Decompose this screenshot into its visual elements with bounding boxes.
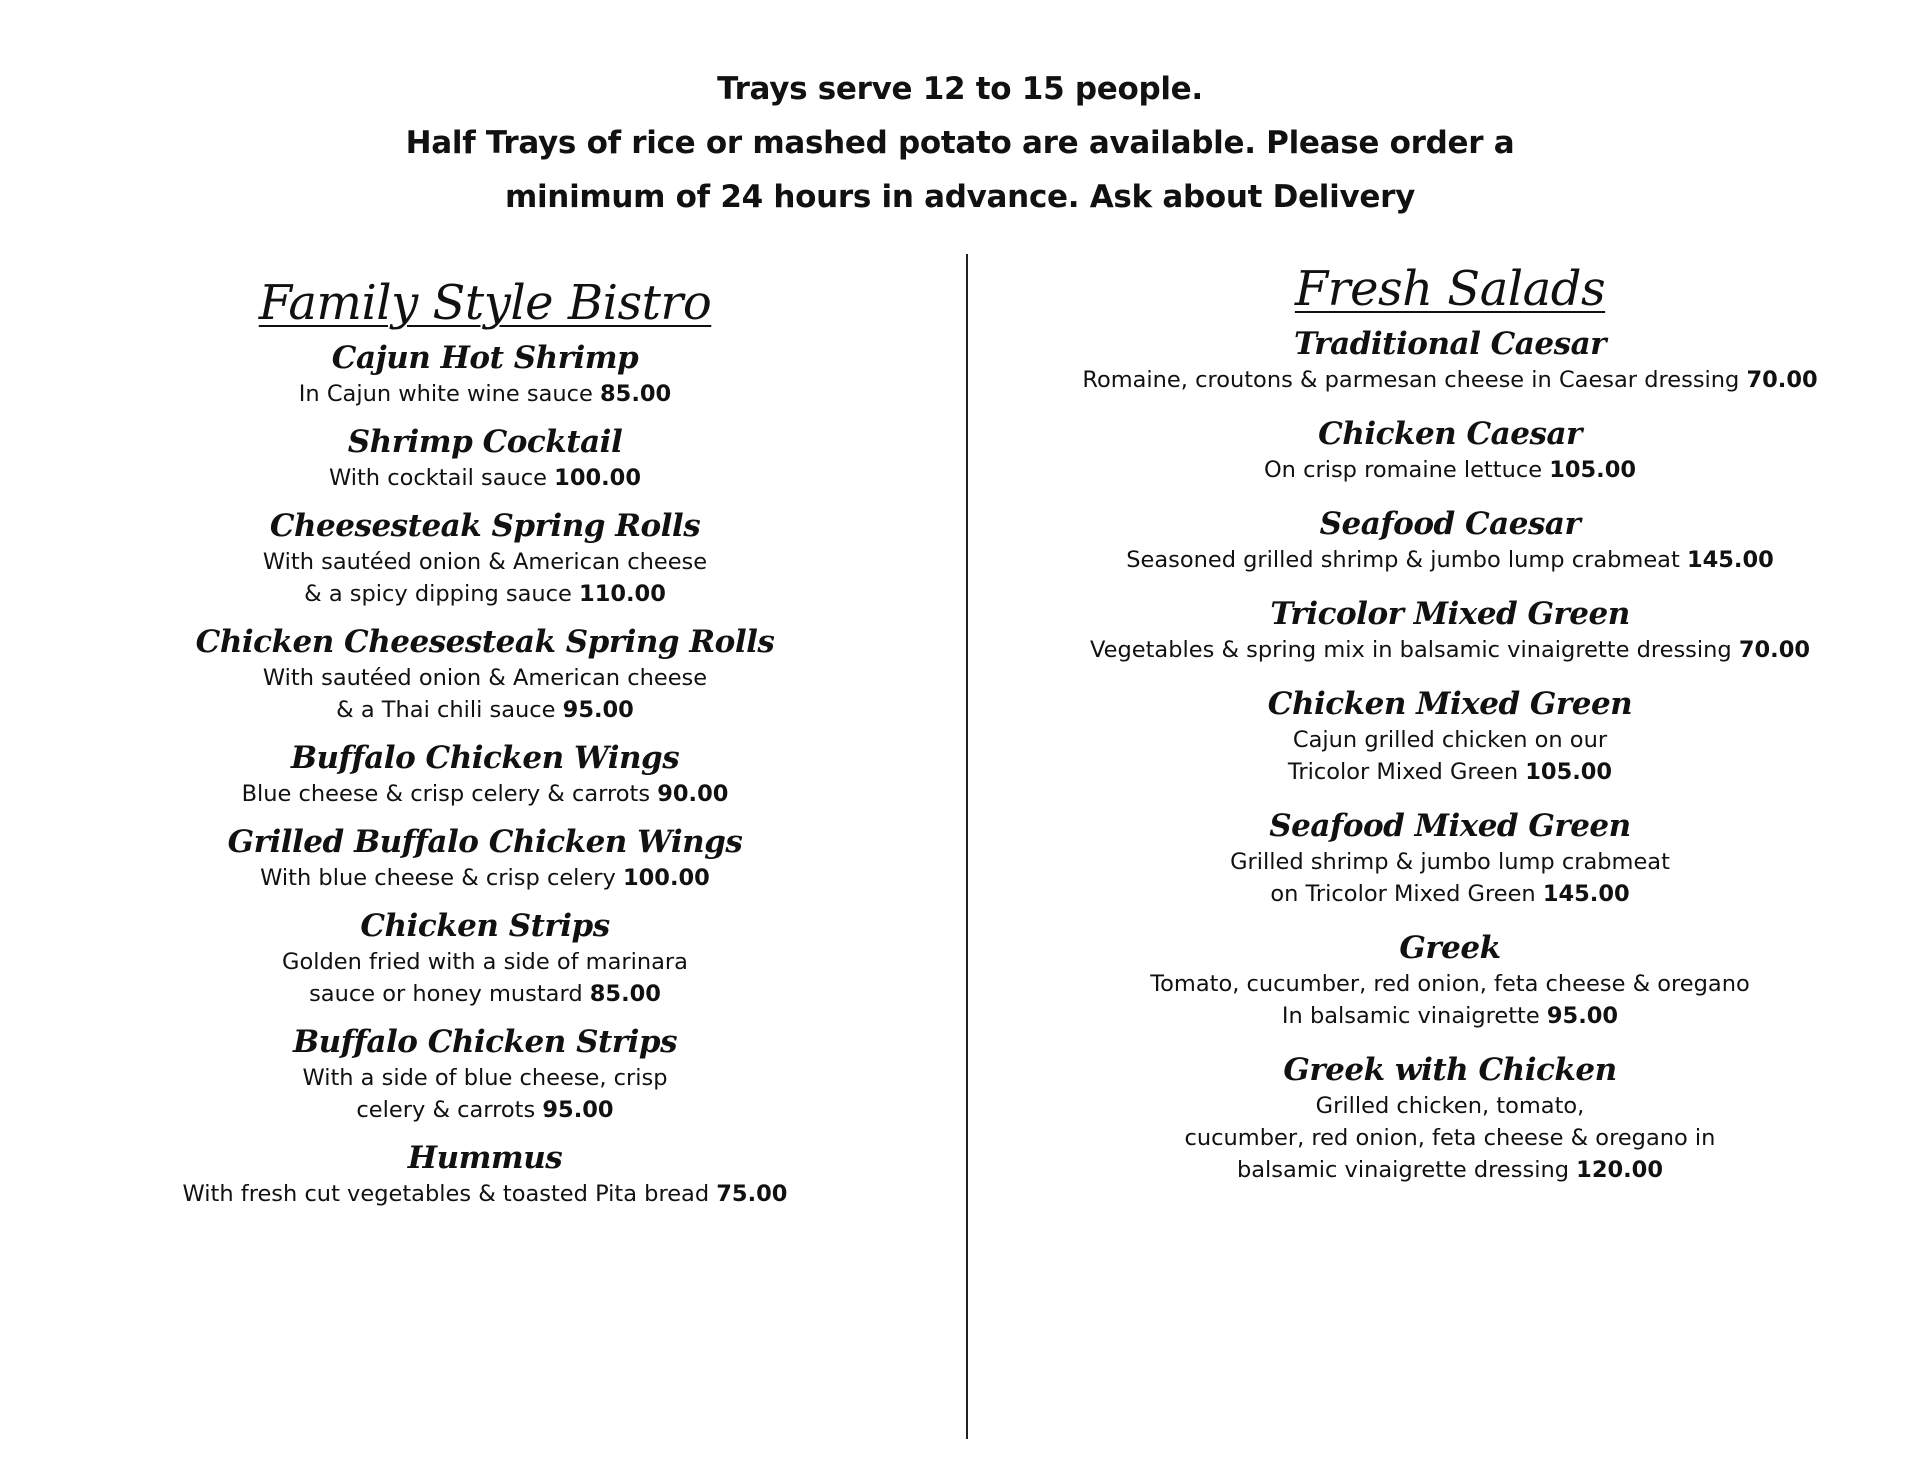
menu-item-name: Chicken Caesar	[1318, 416, 1582, 452]
menu-item-description	[1030, 1154, 1870, 1186]
menu-item-name: Cajun Hot Shrimp	[331, 340, 639, 376]
menu-item	[1030, 414, 1870, 486]
description-text: In balsamic vinaigrette	[1281, 1003, 1547, 1029]
menu-item-description	[80, 946, 890, 978]
column-divider	[966, 254, 968, 1439]
section-title: Fresh Salads	[1294, 261, 1606, 317]
menu-item-price: 70.00	[1746, 367, 1818, 393]
description-text: Tomato, cucumber, red onion, feta cheese & oregano	[1150, 971, 1750, 997]
menu-item-price: 95.00	[1546, 1003, 1619, 1029]
menu-item	[1030, 594, 1870, 666]
menu-item	[80, 1022, 890, 1126]
description-text: Romaine, croutons & parmesan cheese in Caesar dressing	[1082, 367, 1747, 393]
fresh-salads-section	[1030, 258, 1870, 1204]
menu-item	[80, 338, 890, 410]
description-text: Grilled shrimp & jumbo lump crabmeat	[1230, 849, 1670, 875]
description-text: celery & carrots	[356, 1097, 543, 1123]
menu-item	[1030, 1050, 1870, 1186]
menu-item-price: 95.00	[562, 697, 634, 723]
menu-item-price: 105.00	[1525, 759, 1613, 785]
menu-item-description	[1030, 878, 1870, 910]
description-text: & a Thai chili sauce	[336, 697, 563, 723]
menu-item-price: 100.00	[554, 465, 641, 491]
menu-items	[1030, 324, 1870, 1186]
menu-item-name: Hummus	[407, 1140, 563, 1176]
section-title: Family Style Bistro	[258, 275, 712, 331]
description-text: With sautéed onion & American cheese	[262, 549, 708, 575]
menu-item	[80, 738, 890, 810]
description-text: Golden fried with a side of marinara	[282, 949, 688, 975]
menu-item-name: Cheesesteak Spring Rolls	[269, 508, 701, 544]
menu-item-description	[80, 1094, 890, 1126]
menu-item-description	[1030, 846, 1870, 878]
menu-item-name: Tricolor Mixed Green	[1270, 596, 1630, 632]
description-text: In Cajun white wine sauce	[298, 381, 601, 407]
menu-item-name: Buffalo Chicken Wings	[290, 740, 680, 776]
menu-item-description	[1030, 454, 1870, 486]
menu-item-description	[80, 694, 890, 726]
menu-item-price: 75.00	[716, 1181, 788, 1207]
menu-item-price: 120.00	[1576, 1157, 1663, 1183]
description-text: on Tricolor Mixed Green	[1270, 881, 1543, 907]
menu-item	[1030, 504, 1870, 576]
menu-item-price: 145.00	[1686, 547, 1774, 573]
menu-item-description	[1030, 1090, 1870, 1122]
menu-item-price: 105.00	[1549, 457, 1637, 483]
description-text: Tricolor Mixed Green	[1287, 759, 1526, 785]
menu-item-description	[80, 378, 890, 410]
menu-item-description	[1030, 756, 1870, 788]
menu-item-price: 145.00	[1542, 881, 1630, 907]
menu-item-description	[80, 462, 890, 494]
description-text: balsamic vinaigrette dressing	[1236, 1157, 1577, 1183]
menu-item-description	[80, 1062, 890, 1094]
description-text: Blue cheese & crisp celery & carrots	[241, 781, 658, 807]
menu-item	[80, 622, 890, 726]
menu-item-price: 85.00	[589, 981, 661, 1007]
menu-item-name: Grilled Buffalo Chicken Wings	[227, 824, 743, 860]
menu-item-name: Traditional Caesar	[1293, 326, 1606, 362]
menu-item-name: Greek with Chicken	[1283, 1052, 1617, 1088]
menu-item	[1030, 324, 1870, 396]
description-text: Grilled chicken, tomato,	[1315, 1093, 1585, 1119]
menu-item-description	[1030, 1122, 1870, 1154]
menu-item	[80, 1138, 890, 1210]
menu-item-description	[1030, 544, 1870, 576]
description-text: Vegetables & spring mix in balsamic vinaigrette dressing	[1089, 637, 1739, 663]
menu-item-price: 110.00	[579, 581, 666, 607]
menu-header	[0, 62, 1920, 224]
menu-item-name: Buffalo Chicken Strips	[292, 1024, 678, 1060]
menu-item-name: Greek	[1399, 930, 1501, 966]
menu-item-description	[1030, 364, 1870, 396]
menu-item-price: 70.00	[1738, 637, 1811, 663]
description-text: sauce or honey mustard	[309, 981, 590, 1007]
menu-item-description	[80, 578, 890, 610]
menu-item-price: 100.00	[622, 865, 710, 891]
menu-item-description	[1030, 968, 1870, 1000]
menu-item-description	[80, 862, 890, 894]
description-text: With fresh cut vegetables & toasted Pita bread	[182, 1181, 717, 1207]
header-line-2: Half Trays of rice or mashed potato are available. Please order a	[405, 125, 1515, 161]
menu-item-description	[1030, 634, 1870, 666]
menu-item	[1030, 806, 1870, 910]
description-text: & a spicy dipping sauce	[304, 581, 580, 607]
menu-item-price: 85.00	[600, 381, 672, 407]
description-text: Seasoned grilled shrimp & jumbo lump crabmeat	[1126, 547, 1687, 573]
description-text: With a side of blue cheese, crisp	[302, 1065, 668, 1091]
menu-item-name: Chicken Mixed Green	[1267, 686, 1633, 722]
menu-item-price: 90.00	[657, 781, 729, 807]
description-text: On crisp romaine lettuce	[1263, 457, 1550, 483]
description-text: cucumber, red onion, feta cheese & oregano in	[1184, 1125, 1716, 1151]
menu-item-description	[1030, 724, 1870, 756]
menu-item	[80, 822, 890, 894]
menu-item	[80, 422, 890, 494]
menu-item-name: Chicken Cheesesteak Spring Rolls	[195, 624, 775, 660]
menu-item-description	[80, 978, 890, 1010]
menu-items	[80, 338, 890, 1210]
menu-item	[1030, 928, 1870, 1032]
menu-item-name: Seafood Caesar	[1319, 506, 1581, 542]
description-text: Cajun grilled chicken on our	[1292, 727, 1608, 753]
menu-item-price: 95.00	[542, 1097, 614, 1123]
menu-item	[80, 506, 890, 610]
menu-item	[80, 906, 890, 1010]
menu-item-description	[80, 546, 890, 578]
menu-item-name: Seafood Mixed Green	[1269, 808, 1631, 844]
menu-item-description	[80, 1178, 890, 1210]
menu-item-description	[1030, 1000, 1870, 1032]
description-text: With sautéed onion & American cheese	[262, 665, 708, 691]
menu-item	[1030, 684, 1870, 788]
menu-item-description	[80, 662, 890, 694]
header-line-1: Trays serve 12 to 15 people.	[717, 71, 1203, 107]
description-text: With cocktail sauce	[328, 465, 555, 491]
menu-item-description	[80, 778, 890, 810]
header-line-3: minimum of 24 hours in advance. Ask about Delivery	[504, 179, 1415, 215]
family-style-bistro-section	[80, 272, 890, 1222]
description-text: With blue cheese & crisp celery	[260, 865, 623, 891]
menu-item-name: Chicken Strips	[360, 908, 610, 944]
menu-item-name: Shrimp Cocktail	[347, 424, 623, 460]
